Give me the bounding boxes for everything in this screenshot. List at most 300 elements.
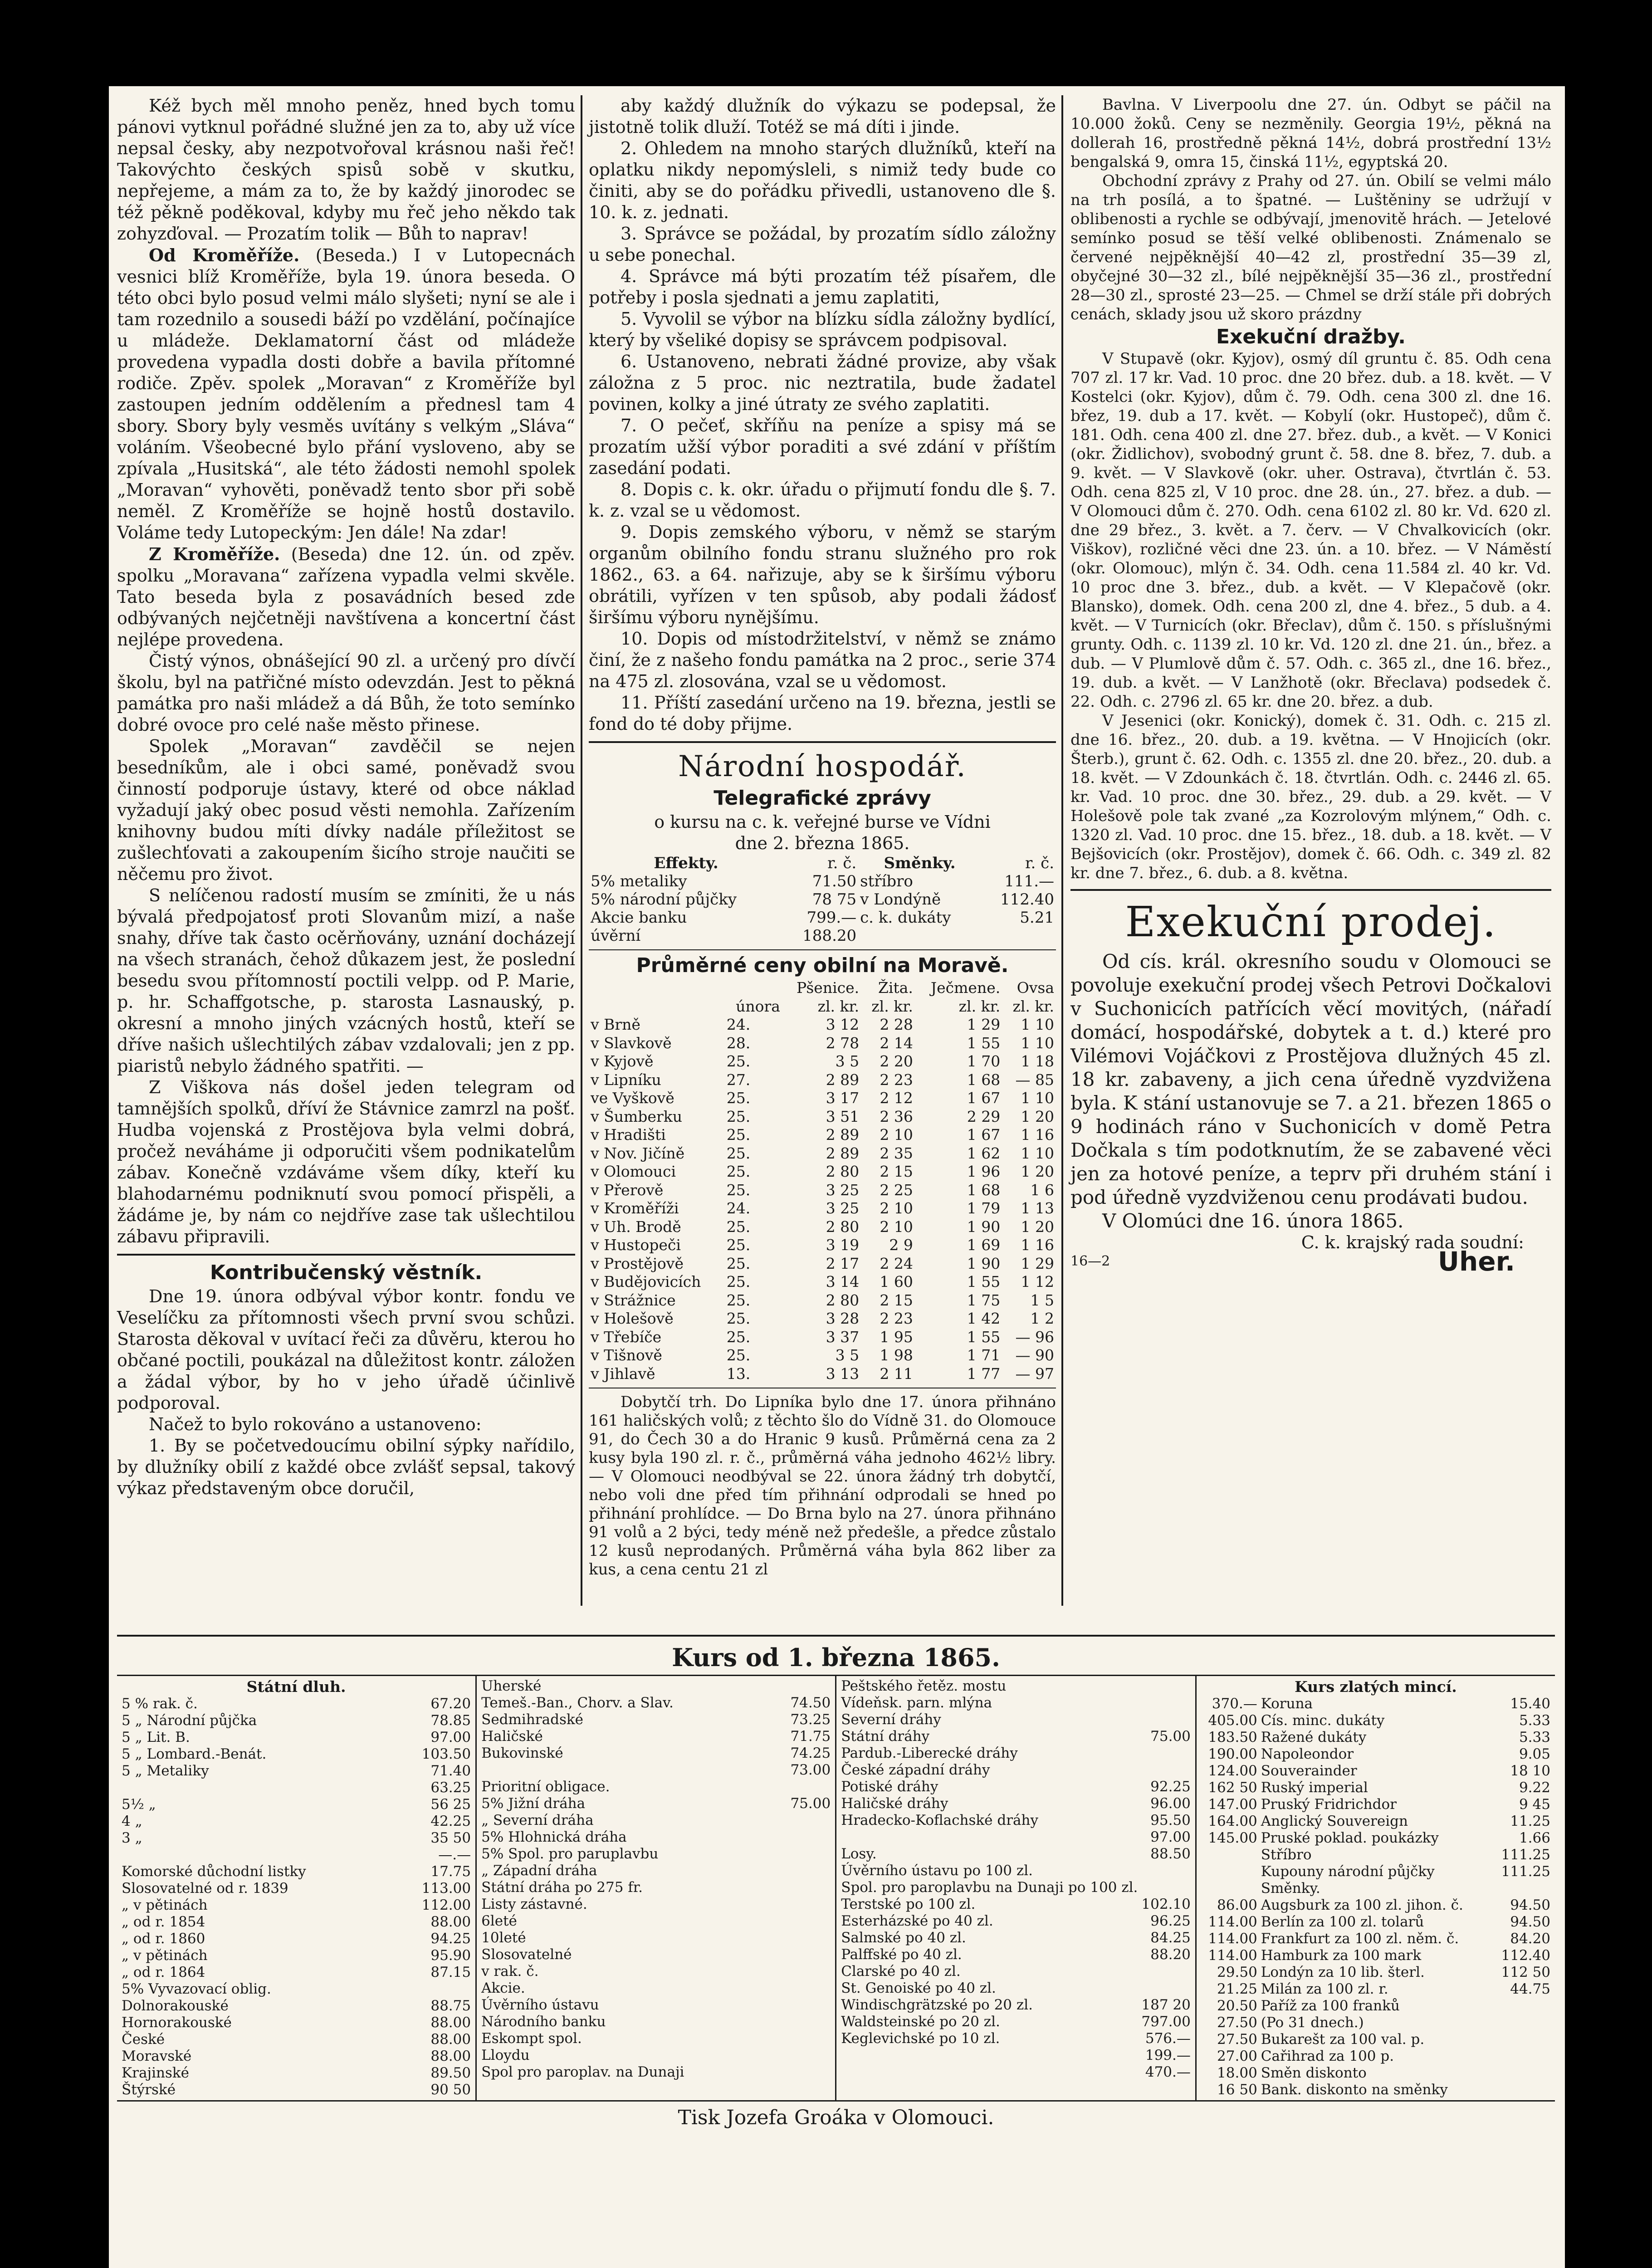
table-cell: 86.00 (1217, 1897, 1257, 1913)
table-cell: 1 16 (1021, 1126, 1054, 1144)
table-row (120, 2014, 473, 2031)
table-cell: 114.00 (1208, 1947, 1257, 1964)
table-cell: 94.50 (1510, 1897, 1550, 1913)
table-cell (839, 2047, 1139, 2064)
prodej-paragraph: Od cís. král. okresního soudu v Olomouci se povoluje exekuční prodej všech Petrovi Dočkalovi v Suchonicích patřících věcí movitých, (nářadí domácí, hospodářské, dobytek a t. d.) které pro Vilémovi Vojáčkovi z Prostějova dlužných 45 zl. 18 kr. zabaveny, a jich cena úředně vyzdvižena byla. K stání ustanovuje se 7. a 21. březen 1865 o 9 hodinách ráno v Suchonicích v domě Petra Dočkala s tím podotknutím, že se zabavené věci jen za hotové peníze, a teprv při druhém stání i pod úředně vyzdviženou cenu prodávati budou. (1070, 950, 1551, 1208)
table-row (589, 1218, 1056, 1237)
table-cell: 16 50 (1217, 2082, 1257, 2098)
paragraph: Dne 19. února odbýval výbor kontr. fondu ve Veselíčku za přítomnosti všech první svou schůzi. Starosta děkoval v uvítací řeči za důvěru, kterou ho občané poctili, poukázal na důležitost kontr. záložen a žádal výbor, by ho v jeho úřadě účinlivě podporoval. (117, 1286, 575, 1413)
table-cell: „ Západní dráha (481, 1862, 597, 1879)
table-cell: v Jihlavě (591, 1364, 655, 1383)
table-cell: Slosovatelné od r. 1839 (122, 1880, 288, 1897)
kurs-table (839, 1678, 1193, 2081)
grain-title: Průměrné ceny obilní na Moravě. (636, 954, 1009, 977)
kurs-column-4 (1197, 1676, 1555, 2100)
table-row (1199, 1696, 1552, 1712)
table-cell: 5% Vyvazovací oblig. (122, 1981, 271, 1997)
table-row (120, 1813, 473, 1830)
table-row (589, 1126, 1056, 1144)
table-cell (1492, 2048, 1552, 2065)
table-cell: 25. (726, 1089, 751, 1107)
table-row (839, 1728, 1193, 1745)
table-cell: Losy. (841, 1846, 877, 1862)
table-row (839, 1879, 1193, 1896)
table-header-row (589, 979, 1056, 997)
kromeriz2-title: Z Kroměříže. (149, 544, 280, 564)
table-cell: v Lipníku (591, 1070, 661, 1089)
table-cell: 2 9 (889, 1236, 913, 1254)
list-item: aby každý dlužník do výkazu se podepsal, že jistotně tolik dluží. Totéž se má díti i jinde. (589, 96, 1056, 137)
list-item: 4. Správce má býti prozatím též písařem, dle potřeby i posla sjednati a jemu zaplatiti, (589, 266, 1056, 308)
table-row (120, 2031, 473, 2048)
list-item: 8. Dopis c. k. okr. úřadu o přijmutí fondu dle §. 7. k. z. vzal se u vědomost. (589, 479, 1056, 521)
table-cell (771, 2014, 832, 2030)
table-cell (981, 927, 1056, 945)
rc-header: r. č. (827, 854, 857, 872)
table-cell: 3 13 (826, 1364, 860, 1383)
table-cell: 75.00 (790, 1795, 831, 1812)
table-cell: Vídeňsk. parn. mlýna (841, 1695, 992, 1711)
table-cell (1139, 1745, 1192, 1762)
table-row (479, 1930, 832, 1946)
table-cell: 75.00 (1150, 1728, 1191, 1745)
table-cell: Pruský Fridrichdor (1261, 1796, 1397, 1813)
table-row (589, 1236, 1056, 1255)
table-cell: Potiské dráhy (841, 1779, 938, 1795)
table-cell: v Holešově (591, 1310, 674, 1327)
table-row (479, 1728, 832, 1745)
table-cell: Peštského řetěz. mostu (841, 1678, 1007, 1694)
table-cell: 1 6 (1030, 1181, 1054, 1199)
kurs-column-2 (477, 1676, 836, 2100)
table-cell: 1 98 (880, 1346, 913, 1364)
table-row (479, 1963, 832, 1980)
table-cell: 1 29 (967, 1016, 1001, 1033)
table-cell: — 90 (1015, 1346, 1054, 1364)
table-cell: 1 12 (1021, 1273, 1054, 1290)
table-cell: 2 35 (880, 1144, 913, 1162)
table-row (479, 2064, 832, 2081)
table-cell: Haličské dráhy (841, 1795, 948, 1812)
table-cell: 190.00 (1208, 1746, 1257, 1762)
table-cell: 1 95 (880, 1328, 913, 1346)
table-cell (839, 1829, 1139, 1846)
table-header-cell (589, 979, 725, 997)
table-row (1199, 1746, 1552, 1763)
table-row (1199, 1863, 1552, 1880)
kurs-column-3 (836, 1676, 1197, 2100)
table-cell: Bukovinské (481, 1745, 563, 1761)
table-row (1199, 1847, 1552, 1863)
table-cell: 25. (726, 1107, 751, 1125)
table-header-cell: února (736, 997, 780, 1015)
table-cell: 2 28 (880, 1016, 913, 1033)
table-row (839, 2064, 1193, 2081)
table-cell (771, 1930, 832, 1946)
list-item: 7. O pečeť, skříňu na peníze a spisy má se prozatím užší výbor poraditi a své zdání v příštím zasedání podati. (589, 415, 1056, 478)
table-cell: 1 67 (967, 1126, 1001, 1144)
kromeriz2-text: (Beseda) dne 12. ún. od zpěv. spolku „Moravana“ zařízena vypadla velmi skvěle. Tato beseda byla z posavádních besed zde odbývaných nejčetněji navštívena a koncertní část nejlépe provedena. (117, 544, 575, 650)
table-row (589, 1181, 1056, 1200)
table-cell: 5% metaliky (591, 872, 687, 890)
table-row (1199, 2031, 1552, 2048)
kurs-c4-head: Kurs zlatých mincí. (1295, 1678, 1457, 1696)
table-cell: 1 13 (1021, 1199, 1054, 1217)
column-rule (581, 95, 582, 1606)
table-cell: 87.15 (430, 1964, 471, 1980)
table-cell: 71.40 (430, 1763, 471, 1779)
table-row (120, 1964, 473, 1981)
table-cell: v Brně (591, 1016, 640, 1033)
table-cell: 24. (726, 1016, 751, 1033)
table-cell: 3 5 (835, 1052, 860, 1070)
table-cell: 2 89 (826, 1070, 860, 1089)
table-cell: 187 20 (1141, 1997, 1191, 2013)
divider (117, 1254, 575, 1256)
table-cell: 1 29 (1021, 1254, 1054, 1272)
kurs-table (1199, 1696, 1552, 2098)
table-cell (771, 1829, 832, 1846)
table-cell: v Třebíče (591, 1328, 662, 1346)
kurs-columns (117, 1675, 1555, 2102)
table-cell: 3 25 (826, 1199, 860, 1217)
table-row (120, 1696, 473, 1712)
table-cell: v Olomouci (591, 1163, 676, 1180)
table-cell: „ od r. 1860 (122, 1931, 205, 1947)
paragraph: Spolek „Moravan“ zavděčil se nejen besedníkům, ale i obci samé, poněvadž svou činností podporuje ústavy, které od obce náklad vyžadují jaký obec posud věsti nemohla. Zařízením knihovny budou míti dívky nadále příležitost se zušlechťovati a zakoupením šicího stroje naučiti se něčemu pro život. (117, 736, 575, 884)
kromeriz-text: (Beseda.) I v Lutopecnách vesnici blíž Kroměříže, byla 19. února beseda. O této obci bylo posud velmi málo slyšeti; nyní se ale i tam rozednilo a sousedi báží po vzdělání, počínajíce u mládeže. Deklamatorní část od mládeže provedena vypadla dosti dobře a bavila přítomné rodiče. Zpěv. spolek „Moravan“ z Kroměříže byl zastoupen jedním oddělením a přednesl tam 4 sbory. Sbory byly vesměs uvítány s velkým „Sláva“ voláním. Všeobecné bylo přání vysloveno, aby se zpívala „Husitská“, ale této žádosti nemohl spolek „Moravan“ vyhověti, poněvadž tento sbor při sobě neměl. Z Kroměříže se hojně hostů dostavilo. Voláme tedy Lutopeckým: Jen dále! Na zdar! (117, 245, 575, 543)
paragraph: 1. By se početvedoucímu obilní sýpky nařídilo, by dlužníky obilí z každé obce zvlášť sepsal, takový výkaz představeným obce doručil, (117, 1436, 575, 1498)
table-cell (1492, 1998, 1552, 2014)
table-cell: 25. (726, 1254, 751, 1272)
table-row (479, 2047, 832, 2064)
table-header-cell: Žita. (878, 979, 913, 997)
table-row (1199, 1981, 1552, 1998)
kurs-table (479, 1678, 832, 2081)
table-cell: Eskompt spol. (481, 2030, 582, 2047)
kurs-c1-head: Státní dluh. (246, 1678, 346, 1696)
table-cell: 74.25 (790, 1745, 831, 1761)
table-cell: Uherské (481, 1678, 542, 1694)
table-cell: 25. (726, 1236, 751, 1254)
kurs-title: Kurs od 1. března 1865. (672, 1643, 1000, 1672)
table-cell: 1.66 (1519, 1830, 1550, 1846)
table-cell: 97.00 (430, 1729, 471, 1745)
divider (589, 949, 1056, 950)
table-cell: 1 62 (967, 1144, 1001, 1162)
table-row (589, 1291, 1056, 1310)
table-row (1199, 2082, 1552, 2098)
table-cell: Stříbro (1261, 1847, 1312, 1863)
table-cell: 1 71 (967, 1346, 1001, 1364)
table-cell: 5% národní půjčky (591, 890, 737, 909)
table-row (589, 1108, 1056, 1126)
table-header-cell: zl. kr. (958, 997, 1001, 1015)
table-cell: 71.75 (790, 1728, 831, 1745)
table-row (839, 1745, 1193, 1762)
table-cell (1139, 1980, 1192, 1997)
table-cell: 2 78 (826, 1034, 860, 1052)
table-row (589, 1365, 1056, 1383)
table-row (479, 1795, 832, 1812)
prodej-date: V Olomúci dne 16. února 1865. (1102, 1210, 1404, 1232)
table-cell: Štýrské (122, 2082, 176, 2098)
bavlna-paragraph: Bavlna. V Liverpoolu dne 27. ún. Odbyt se páčil na 10.000 žoků. Ceny se nezměnily. Georgia 19½, pěkná na dollerah 16, prostředně pěkná 14½, dobrá prostřední 13½ bengalská 9, omra 15, činská 11½, egyptská 20. (1070, 96, 1551, 171)
table-cell: 2 80 (826, 1291, 860, 1309)
table-row (839, 1980, 1193, 1997)
table-row (589, 1199, 1056, 1218)
table-cell: 94.50 (1510, 1914, 1550, 1930)
drazby2-paragraph: V Jesenici (okr. Konický), domek č. 31. Odh. c. 215 zl. dne 16. břez., 20. dub. a 19. května. — V Hnojicích (okr. Šterb.), grunt č. 62. Odh. c. 1355 zl. dne 20. břez., 20. dub. a 18. květ. — V Zdounkách č. 18. čtvrtlán. Odh. c. 2446 zl. 65. kr. Vad. 10 proc. dne 30. břez., 29. dub. a 29. květ. — V Holešově pole tak zvané „za Kozrolovým mlýnem,“ Odh. c. 1320 zl. Vad. 10 proc. dne 15. břez., 18. dub. a 18. květ. — V Bejšovicích (okr. Prostějov), domek č. 66. Odh. c. 349 zl. 82 kr. dne 7. břez., 6. dub. a 8. května. (1070, 712, 1551, 882)
table-cell: v Šumberku (591, 1107, 682, 1125)
table-cell (771, 2064, 832, 2081)
table-cell (1199, 1863, 1259, 1880)
drazby-paragraph: V Stupavě (okr. Kyjov), osmý díl gruntu č. 85. Odh cena 707 zl. 17 kr. Vad. 10 proc. dne 20 břez. dub. a 18. květ. — V Kostelci (okr. Kyjov), dům č. 79. Odh. cena 300 zl. dne 16. břez, 19. dub a 17. květ. — Kobylí (okr. Hustopeč), dům č. 181. Odh. cena 400 zl. dne 27. břez. dub., a květ. — V Konici (okr. Židlichov), svobodný grunt č. 58. dne 8. břez, 7. dub. a 9. květ. — V Slavkově (okr. uher. Ostrava), čtvrtlán č. 53. Odh. cena 825 zl, V 10 proc. dne 28. ún., 27. břez. a dub. — V Olomouci dům č. 270. Odh. cena 6102 zl. 80 kr. Vd. 620 zl. dne 29 břez., 3. květ. a 7. červ. — V Chvalkovicích (okr. Viškov), rozličné věci dne 23. ún. a 10. břez. — V Náměstí (okr. Olomouc), mlýn č. 34. Odh. cena 11.584 zl. 40 kr. Vd. 10 proc dne 3. břez., dub. a květ. — V Klepačově (okr. Blansko), domek. Odh. cena 200 zl, dne 4. břez., 5 dub. a 4. květ. — V Turnicích (okr. Břeclav), dům č. 150. s příslušnými grunty. Odh. c. 1139 zl. 10 kr. Vd. 120 zl. dne 21. ún., břez. a dub. — V Plumlově dům č. 57. Odh. c. 365 zl., dne 16. břez., 19. dub. a květ. — V Lanžhotě (okr. Břeclava) podsedek č. 22. Odh. c. 2796 zl. 65 kr. dne 20. břez. a dub. (1070, 350, 1551, 711)
table-cell: Frankfurt za 100 zl. něm. č. (1261, 1931, 1459, 1947)
divider (1070, 889, 1551, 891)
table-cell: 3 14 (826, 1273, 860, 1290)
table-cell: v Strážnice (591, 1291, 676, 1309)
table-header-cell: Pšenice. (797, 979, 860, 997)
table-cell: Salmské po 40 zl. (841, 1930, 966, 1946)
table-row (589, 1089, 1056, 1108)
table-cell (395, 1981, 473, 1998)
table-row (120, 1729, 473, 1746)
drazby-title: Exekuční dražby. (1216, 325, 1406, 348)
table-row (479, 1946, 832, 1963)
table-row (839, 2030, 1193, 2047)
table-cell: 199.— (1145, 2047, 1191, 2063)
table-cell: 3 5 (835, 1346, 860, 1364)
table-cell: v Slavkově (591, 1034, 672, 1052)
table-cell (771, 2030, 832, 2047)
table-row (839, 1896, 1193, 1913)
table-cell: úvěrní (591, 927, 641, 945)
printer-footer: Tisk Jozefa Groáka v Olomouci. (678, 2106, 994, 2129)
table-cell: 5 „ Metaliky (122, 1763, 209, 1779)
table-cell: —.— (438, 1847, 471, 1863)
table-cell (1139, 1879, 1192, 1896)
effekty-header: Effekty. (654, 854, 718, 872)
table-cell: Clarské po 40 zl. (841, 1963, 961, 1980)
table-cell: 5% Jižní dráha (481, 1795, 586, 1812)
table-cell: 164.00 (1208, 1813, 1257, 1829)
table-cell: 44.75 (1510, 1981, 1550, 1997)
table-cell: 112.40 (1501, 1947, 1550, 1964)
table-cell (771, 1913, 832, 1930)
table-row (120, 1880, 473, 1897)
table-cell (771, 1896, 832, 1913)
table-header-row (589, 997, 1056, 1016)
table-row (479, 1913, 832, 1930)
table-cell: 9.05 (1519, 1746, 1550, 1762)
table-row (589, 1163, 1056, 1181)
table-cell: „ Severní dráha (481, 1812, 594, 1828)
table-cell: Hamburk za 100 mark (1261, 1947, 1422, 1964)
table-row (589, 890, 1056, 909)
table-row (839, 1711, 1193, 1728)
table-cell: Lloydu (481, 2047, 530, 2063)
table-cell: Slosovatelné (481, 1946, 572, 1963)
table-cell: 92.25 (1150, 1779, 1191, 1795)
table-cell: 88.50 (1150, 1846, 1191, 1862)
newspaper-page (109, 86, 1565, 2268)
smenky-header: Směnky. (884, 854, 956, 872)
table-header-cell: zl. kr. (1012, 997, 1054, 1015)
table-row (479, 1695, 832, 1711)
table-cell (479, 1762, 771, 1779)
table-cell: Úvěrního ústavu (481, 1997, 599, 2013)
table-cell (1139, 1963, 1192, 1980)
table-cell: 112.40 (1000, 890, 1054, 909)
list-item: 9. Dopis zemského výboru, v němž se starým organům obilního fondu stranu služného pro rok 1862., 63. a 64. nařizuje, aby se k širšímu výboru obrátili, vyřízen v ten spůsob, aby podali žádosť širšímu výboru nynějšímu. (589, 522, 1056, 627)
table-cell: 27.50 (1217, 2014, 1257, 2031)
table-cell: 1 20 (1021, 1163, 1054, 1180)
table-row (120, 1897, 473, 1914)
table-cell: 2 29 (967, 1107, 1001, 1125)
table-cell: 1 79 (967, 1199, 1001, 1217)
table-row (1199, 1813, 1552, 1830)
table-row (1199, 1880, 1552, 1897)
table-row (120, 1779, 473, 1796)
table-cell: Spol pro paroplav. na Dunaji (481, 2064, 684, 2080)
table-cell: 88.00 (430, 2014, 471, 2031)
table-cell: Hradecko-Koflachské dráhy (841, 1812, 1038, 1828)
table-cell: 1 68 (967, 1181, 1001, 1199)
table-cell: 102.10 (1141, 1896, 1191, 1912)
effekty-table (589, 854, 1056, 945)
table-cell: 145.00 (1208, 1830, 1257, 1846)
table-cell: v rak. č. (481, 1963, 539, 1980)
table-cell: 405.00 (1208, 1712, 1257, 1729)
table-cell: 576.— (1145, 2030, 1191, 2047)
table-cell: 2 14 (880, 1034, 913, 1052)
table-row (589, 1346, 1056, 1365)
table-row (479, 1762, 832, 1779)
table-cell: Ražené dukáty (1261, 1729, 1367, 1745)
list-item: 5. Vyvolil se výbor na blízku sídla záložny bydlící, který by všeliké dopisy se správcem podpisoval. (589, 309, 1056, 350)
divider (117, 1635, 1555, 1637)
table-row (589, 909, 1056, 927)
table-cell: v Nov. Jičíně (591, 1144, 685, 1162)
table-cell (120, 1847, 395, 1863)
table-row (589, 1328, 1056, 1347)
table-cell: c. k. dukáty (860, 909, 951, 927)
table-row (589, 872, 1056, 890)
table-row (120, 1931, 473, 1947)
table-cell: 1 90 (967, 1254, 1001, 1272)
table-cell: 18 10 (1510, 1763, 1550, 1779)
table-row (479, 1711, 832, 1728)
table-cell: 188.20 (802, 927, 857, 945)
table-cell (1199, 1847, 1259, 1863)
list-item: 11. Příští zasedání určeno na 19. března, jestli se fond do té doby přijme. (589, 693, 1056, 734)
table-cell: 17.75 (430, 1863, 471, 1880)
table-row (120, 1981, 473, 1998)
table-cell: 1 55 (967, 1273, 1001, 1290)
table-cell: 3 12 (826, 1016, 860, 1033)
table-row (589, 1255, 1056, 1273)
list-item: 6. Ustanoveno, nebrati žádné provize, aby však záložna z 5 proc. nic neztratila, bude žadatel povinen, kolky a jiné útraty ze svého zaplatiti. (589, 352, 1056, 414)
table-row (1199, 1712, 1552, 1729)
table-cell: v Přerově (591, 1181, 664, 1199)
table-cell: Listy zástavné. (481, 1896, 587, 1912)
table-cell: 88.20 (1150, 1946, 1191, 1963)
table-cell: 56 25 (430, 1796, 471, 1813)
table-cell: 114.00 (1208, 1931, 1257, 1947)
column-right (1070, 95, 1551, 1277)
table-cell: 111.— (1004, 872, 1054, 890)
table-row (120, 2048, 473, 2065)
table-cell: v Hustopeči (591, 1236, 681, 1254)
table-header-cell (589, 997, 725, 1016)
table-cell: „ od r. 1864 (122, 1964, 205, 1980)
table-cell (771, 1678, 832, 1695)
table-header-cell: zl. kr. (817, 997, 860, 1015)
table-cell (771, 2047, 832, 2064)
table-cell: 5% Spol. pro paruplavbu (481, 1846, 659, 1862)
table-cell: 111.25 (1501, 1863, 1550, 1880)
table-cell: 2 23 (880, 1310, 913, 1327)
table-cell: 24. (726, 1199, 751, 1217)
table-cell: Pruské poklad. poukázky (1261, 1830, 1439, 1846)
table-row (589, 1016, 1056, 1034)
table-cell: v Londýně (860, 890, 941, 909)
table-cell: 27.00 (1217, 2048, 1257, 2064)
table-cell: 95.50 (1150, 1812, 1191, 1828)
table-row (120, 1763, 473, 1779)
table-cell: 2 36 (880, 1107, 913, 1125)
table-row (1199, 2065, 1552, 2082)
table-cell: 27. (726, 1070, 751, 1089)
table-cell: Temeš.-Ban., Chorv. a Slav. (481, 1695, 674, 1711)
table-row (1199, 1947, 1552, 1964)
list-item: 3. Správce se požádal, by prozatím sídlo záložny u sebe ponechal. (589, 224, 1056, 265)
table-row (479, 1745, 832, 1762)
table-cell: České (122, 2031, 165, 2048)
table-cell: 96.25 (1150, 1913, 1191, 1929)
table-cell: 470.— (1145, 2064, 1191, 2080)
table-cell: 1 5 (1030, 1291, 1054, 1309)
table-cell (771, 1846, 832, 1862)
table-cell: 2 10 (880, 1126, 913, 1144)
table-cell: „ od r. 1854 (122, 1914, 205, 1930)
table-cell: 1 20 (1021, 1107, 1054, 1125)
table-cell (1492, 2065, 1552, 2082)
table-row (589, 1310, 1056, 1328)
table-cell: Keglevichské po 10 zl. (841, 2030, 1000, 2047)
table-cell: 25. (726, 1273, 751, 1290)
table-cell: Windischgrätzské po 20 zl. (841, 1997, 1033, 2013)
table-cell: 2 89 (826, 1144, 860, 1162)
table-cell: 3 37 (826, 1328, 860, 1346)
kromeriz2-paragraph (117, 543, 575, 650)
table-cell (1492, 2082, 1552, 2098)
table-cell: 1 70 (967, 1052, 1001, 1070)
table-header-cell: Ječmene. (930, 979, 1001, 997)
table-row (120, 2082, 473, 2098)
kontrib-items (589, 95, 1056, 735)
table-row (479, 1678, 832, 1695)
telegraf-date: dne 2. března 1865. (735, 833, 910, 853)
table-row (839, 1795, 1193, 1812)
table-row (589, 927, 1056, 945)
table-cell: 71.50 (812, 872, 857, 890)
table-row (839, 1930, 1193, 1946)
table-cell: Bank. diskonto na směnky (1261, 2082, 1448, 2098)
table-cell: 84.25 (1150, 1930, 1191, 1946)
table-cell (858, 927, 981, 945)
